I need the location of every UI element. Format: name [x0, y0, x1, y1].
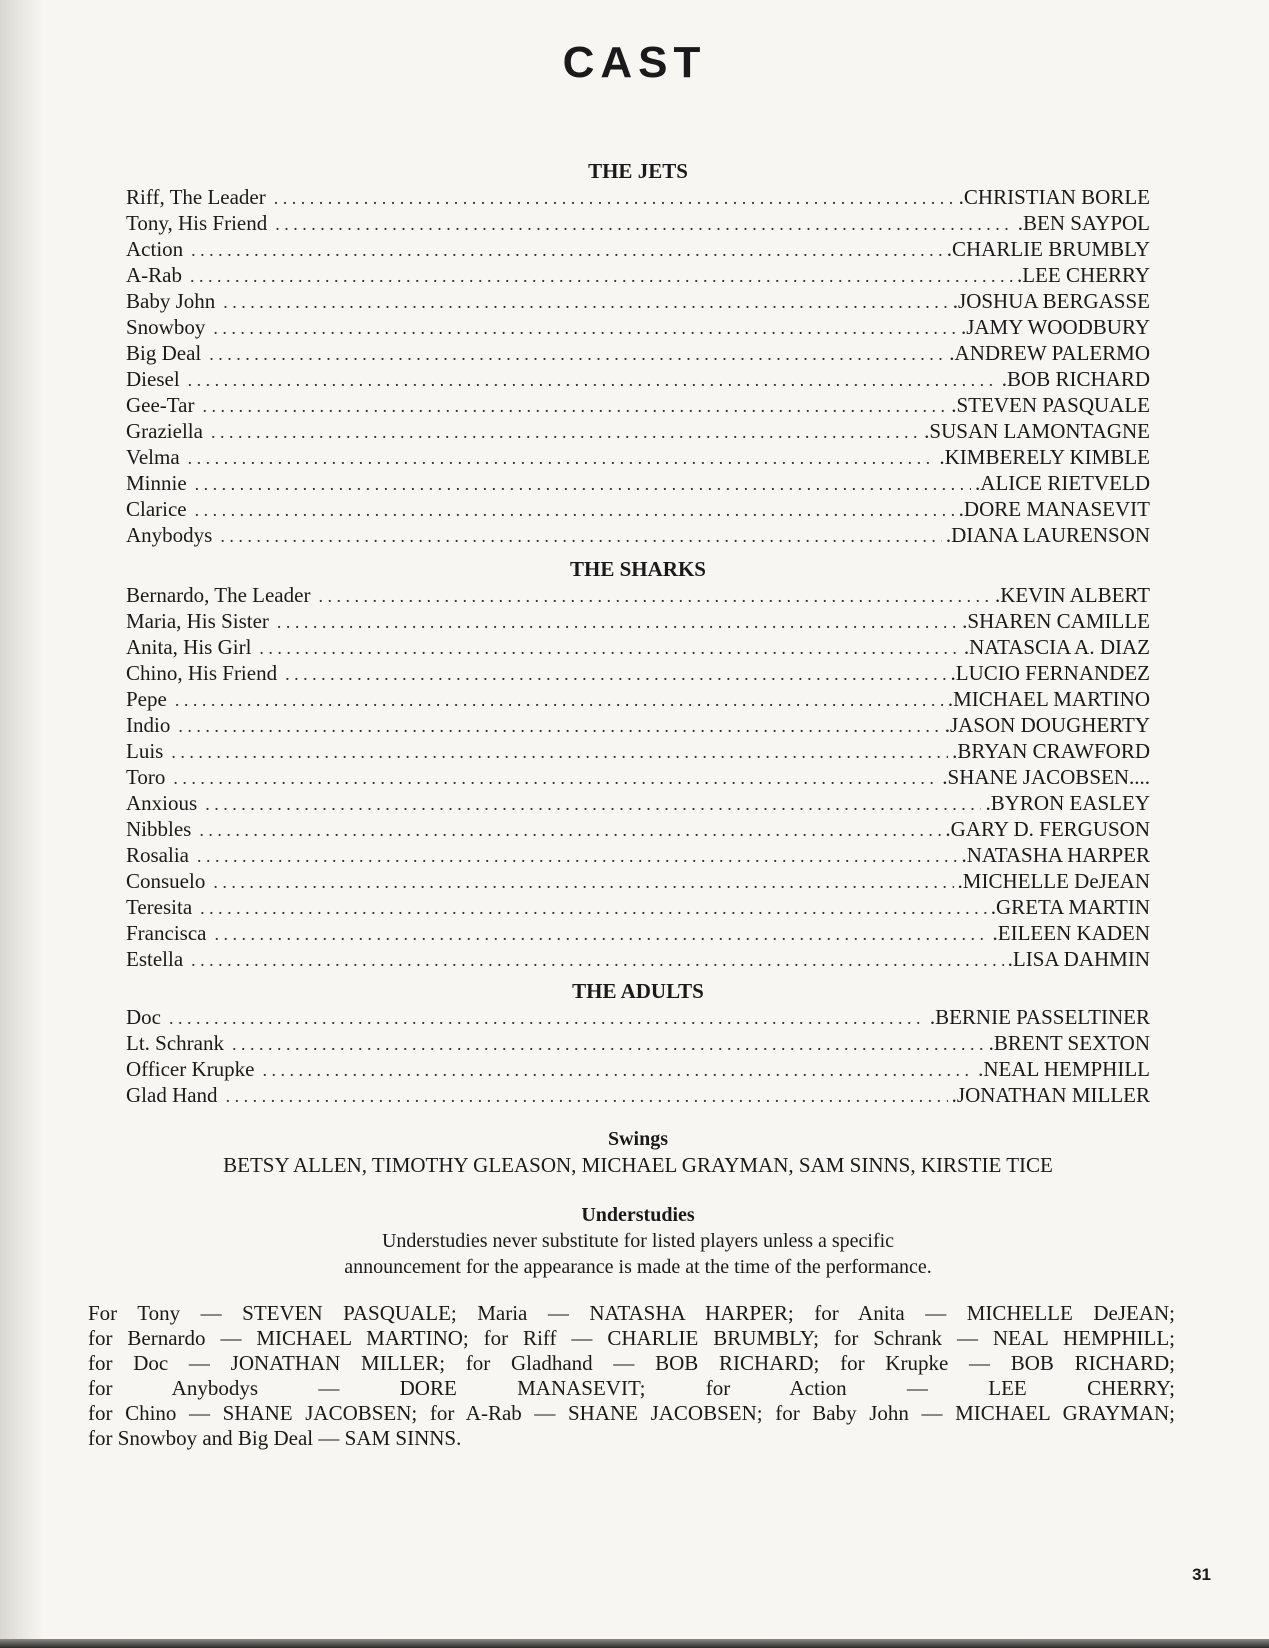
sharks-cast-row [126, 920, 1150, 946]
sharks-cast-row [126, 608, 1150, 634]
jets-cast-row [126, 392, 1150, 418]
role-name: Action [126, 237, 184, 261]
actor-name: .NATASHA HARPER [961, 843, 1150, 867]
role-name: Clarice [126, 497, 187, 521]
actor-name: .DIANA LAURENSON [945, 523, 1150, 547]
actor-name: .JAMY WOODBURY [960, 315, 1150, 339]
dot-leader [169, 1005, 926, 1030]
role-name: Bernardo, The Leader [126, 583, 311, 607]
actor-name: .CHRISTIAN BORLE [958, 185, 1150, 209]
role-name: Minnie [126, 471, 187, 495]
understudies-section [126, 1202, 1150, 1280]
role-name: Anybodys [126, 523, 213, 547]
actor-name: .GRETA MARTIN [990, 895, 1150, 919]
actor-name: .KIMBERELY KIMBLE [939, 445, 1150, 469]
dot-leader [188, 367, 998, 392]
role-name: Gee-Tar [126, 393, 195, 417]
sharks-cast-row [126, 790, 1150, 816]
dot-leader [195, 471, 971, 496]
sharks-cast-row [126, 842, 1150, 868]
sharks-cast-row [126, 868, 1150, 894]
role-name: Tony, His Friend [126, 211, 268, 235]
sharks-cast-row [126, 634, 1150, 660]
dot-leader [178, 713, 940, 738]
sharks-cast-row [126, 816, 1150, 842]
adults-heading: THE ADULTS [572, 979, 704, 1003]
dot-leader [202, 393, 947, 418]
dot-leader [211, 419, 920, 444]
actor-name: .ALICE RIETVELD [975, 471, 1150, 495]
role-name: Francisca [126, 921, 207, 945]
dot-leader [318, 583, 991, 608]
dot-leader [223, 289, 949, 314]
sharks-cast-row [126, 894, 1150, 920]
role-name: Chino, His Friend [126, 661, 278, 685]
actor-name: .BRENT SEXTON [988, 1031, 1150, 1055]
actor-name: .BERNIE PASSELTINER [929, 1005, 1150, 1029]
page-bottom-edge [0, 1639, 1269, 1648]
dot-leader [190, 263, 1013, 288]
adults-cast-row [126, 1056, 1150, 1082]
swings-heading: Swings [607, 1128, 669, 1150]
jets-cast-row [126, 262, 1150, 288]
understudies-note-line-2: announcement for the appearance is made at the time of the performance. [344, 1256, 932, 1278]
role-name: Indio [126, 713, 171, 737]
understudy-line: for Anybodys — DORE MANASEVIT; for Action — LEE CHERRY; [88, 1376, 1175, 1400]
role-name: Anita, His Girl [126, 635, 252, 659]
actor-name: .MICHELLE DeJEAN [957, 869, 1150, 893]
understudy-line: for Snowboy and Big Deal — SAM SINNS. [88, 1426, 462, 1450]
sharks-cast-row [126, 946, 1150, 972]
dot-leader [232, 1031, 985, 1056]
jets-cast-row [126, 496, 1150, 522]
role-name: Nibbles [126, 817, 192, 841]
actor-name: .JOSHUA BERGASSE [952, 289, 1150, 313]
jets-heading: THE JETS [588, 159, 688, 183]
actor-name: .JASON DOUGHERTY [944, 713, 1150, 737]
swings-section [126, 1126, 1150, 1178]
sharks-cast-row [126, 660, 1150, 686]
adults-cast-row [126, 1004, 1150, 1030]
role-name: Toro [126, 765, 166, 789]
actor-name: .LUCIO FERNANDEZ [950, 661, 1150, 685]
page-number: 31 [1192, 1565, 1211, 1584]
actor-name: .BEN SAYPOL [1017, 211, 1150, 235]
dot-leader [199, 817, 941, 842]
dot-leader [200, 895, 987, 920]
sharks-cast-row [126, 738, 1150, 764]
actor-name: .DORE MANASEVIT [958, 497, 1150, 521]
understudy-line: for Bernardo — MICHAEL MARTINO; for Riff — CHARLIE BRUMBLY; for Schrank — NEAL HEMPHILL; [88, 1326, 1175, 1350]
role-name: Consuelo [126, 869, 206, 893]
jets-cast-row [126, 340, 1150, 366]
actor-name: .ANDREW PALERMO [949, 341, 1150, 365]
adults-section [126, 978, 1150, 1108]
role-name: Pepe [126, 687, 167, 711]
dot-leader [226, 1083, 948, 1108]
role-name: Diesel [126, 367, 180, 391]
swings-names: BETSY ALLEN, TIMOTHY GLEASON, MICHAEL GRAYMAN, SAM SINNS, KIRSTIE TICE [223, 1153, 1053, 1177]
dot-leader [209, 341, 945, 366]
dot-leader [191, 237, 943, 262]
role-name: Doc [126, 1005, 161, 1029]
role-name: Officer Krupke [126, 1057, 255, 1081]
understudy-line: for Chino — SHANE JACOBSEN; for A-Rab — SHANE JACOBSEN; for Baby John — MICHAEL GRAYMAN; [88, 1401, 1175, 1425]
role-name: Teresita [126, 895, 193, 919]
actor-name: .GARY D. FERGUSON [945, 817, 1150, 841]
dot-leader [205, 791, 981, 816]
dot-leader [197, 843, 957, 868]
role-name: Lt. Schrank [126, 1031, 224, 1055]
dot-leader [195, 497, 955, 522]
jets-cast-row [126, 184, 1150, 210]
role-name: Luis [126, 739, 164, 763]
dot-leader [213, 869, 953, 894]
actor-name: .LEE CHERRY [1016, 263, 1150, 287]
jets-cast-row [126, 522, 1150, 548]
actor-name: .BOB RICHARD [1001, 367, 1150, 391]
dot-leader [275, 211, 1013, 236]
adults-cast-row [126, 1082, 1150, 1108]
dot-leader [220, 523, 941, 548]
understudies-note-line-1: Understudies never substitute for listed players unless a specific [381, 1230, 895, 1252]
sharks-cast-row [126, 686, 1150, 712]
actor-name: .BRYAN CRAWFORD [952, 739, 1150, 763]
dot-leader [173, 765, 938, 790]
dot-leader [188, 445, 936, 470]
understudy-line: for Doc — JONATHAN MILLER; for Gladhand — BOB RICHARD; for Krupke — BOB RICHARD; [88, 1351, 1175, 1375]
role-name: Maria, His Sister [126, 609, 269, 633]
sharks-cast-row [126, 764, 1150, 790]
dot-leader [175, 687, 944, 712]
jets-cast-row [126, 236, 1150, 262]
sharks-cast-list [126, 582, 1150, 972]
jets-cast-row [126, 314, 1150, 340]
jets-cast-row [126, 288, 1150, 314]
page-title: CAST [562, 38, 707, 87]
jets-cast-row [126, 470, 1150, 496]
dot-leader [274, 185, 955, 210]
adults-cast-list [126, 1004, 1150, 1108]
dot-leader [285, 661, 946, 686]
dot-leader [262, 1057, 974, 1082]
actor-name: .NEAL HEMPHILL [978, 1057, 1150, 1081]
actor-name: .JONATHAN MILLER [951, 1083, 1150, 1107]
role-name: Velma [126, 445, 180, 469]
actor-name: .BYRON EASLEY [985, 791, 1150, 815]
jets-cast-row [126, 210, 1150, 236]
actor-name: .LISA DAHMIN [1007, 947, 1150, 971]
jets-section [126, 158, 1150, 548]
role-name: Riff, The Leader [126, 185, 266, 209]
sharks-heading: THE SHARKS [570, 557, 706, 581]
actor-name: .SHAREN CAMILLE [962, 609, 1150, 633]
actor-name: .SUSAN LAMONTAGNE [924, 419, 1150, 443]
sharks-cast-row [126, 712, 1150, 738]
role-name: Snowboy [126, 315, 206, 339]
jets-cast-row [126, 366, 1150, 392]
dot-leader [213, 315, 957, 340]
role-name: Big Deal [126, 341, 202, 365]
role-name: Anxious [126, 791, 198, 815]
actor-name: .KEVIN ALBERT [994, 583, 1150, 607]
dot-leader [277, 609, 958, 634]
page-binding-shadow [0, 0, 44, 1648]
role-name: Rosalia [126, 843, 189, 867]
actor-name: .MICHAEL MARTINO [947, 687, 1150, 711]
actor-name: .CHARLIE BRUMBLY [946, 237, 1150, 261]
actor-name: .NATASCIA A. DIAZ [963, 635, 1150, 659]
actor-name: .EILEEN KADEN [992, 921, 1150, 945]
adults-cast-row [126, 1030, 1150, 1056]
role-name: Glad Hand [126, 1083, 218, 1107]
role-name: Graziella [126, 419, 203, 443]
role-name: A-Rab [126, 263, 182, 287]
understudies-heading: Understudies [581, 1204, 695, 1226]
dot-leader [191, 947, 1004, 972]
dot-leader [259, 635, 959, 660]
jets-cast-row [126, 418, 1150, 444]
actor-name: .STEVEN PASQUALE [951, 393, 1150, 417]
actor-name: .SHANE JACOBSEN.... [942, 765, 1150, 789]
understudy-line: For Tony — STEVEN PASQUALE; Maria — NATASHA HARPER; for Anita — MICHELLE DeJEAN; [88, 1301, 1175, 1325]
role-name: Baby John [126, 289, 216, 313]
dot-leader [171, 739, 948, 764]
role-name: Estella [126, 947, 184, 971]
jets-cast-row [126, 444, 1150, 470]
sharks-cast-row [126, 582, 1150, 608]
sharks-section [126, 556, 1150, 972]
jets-cast-list [126, 184, 1150, 548]
dot-leader [214, 921, 988, 946]
